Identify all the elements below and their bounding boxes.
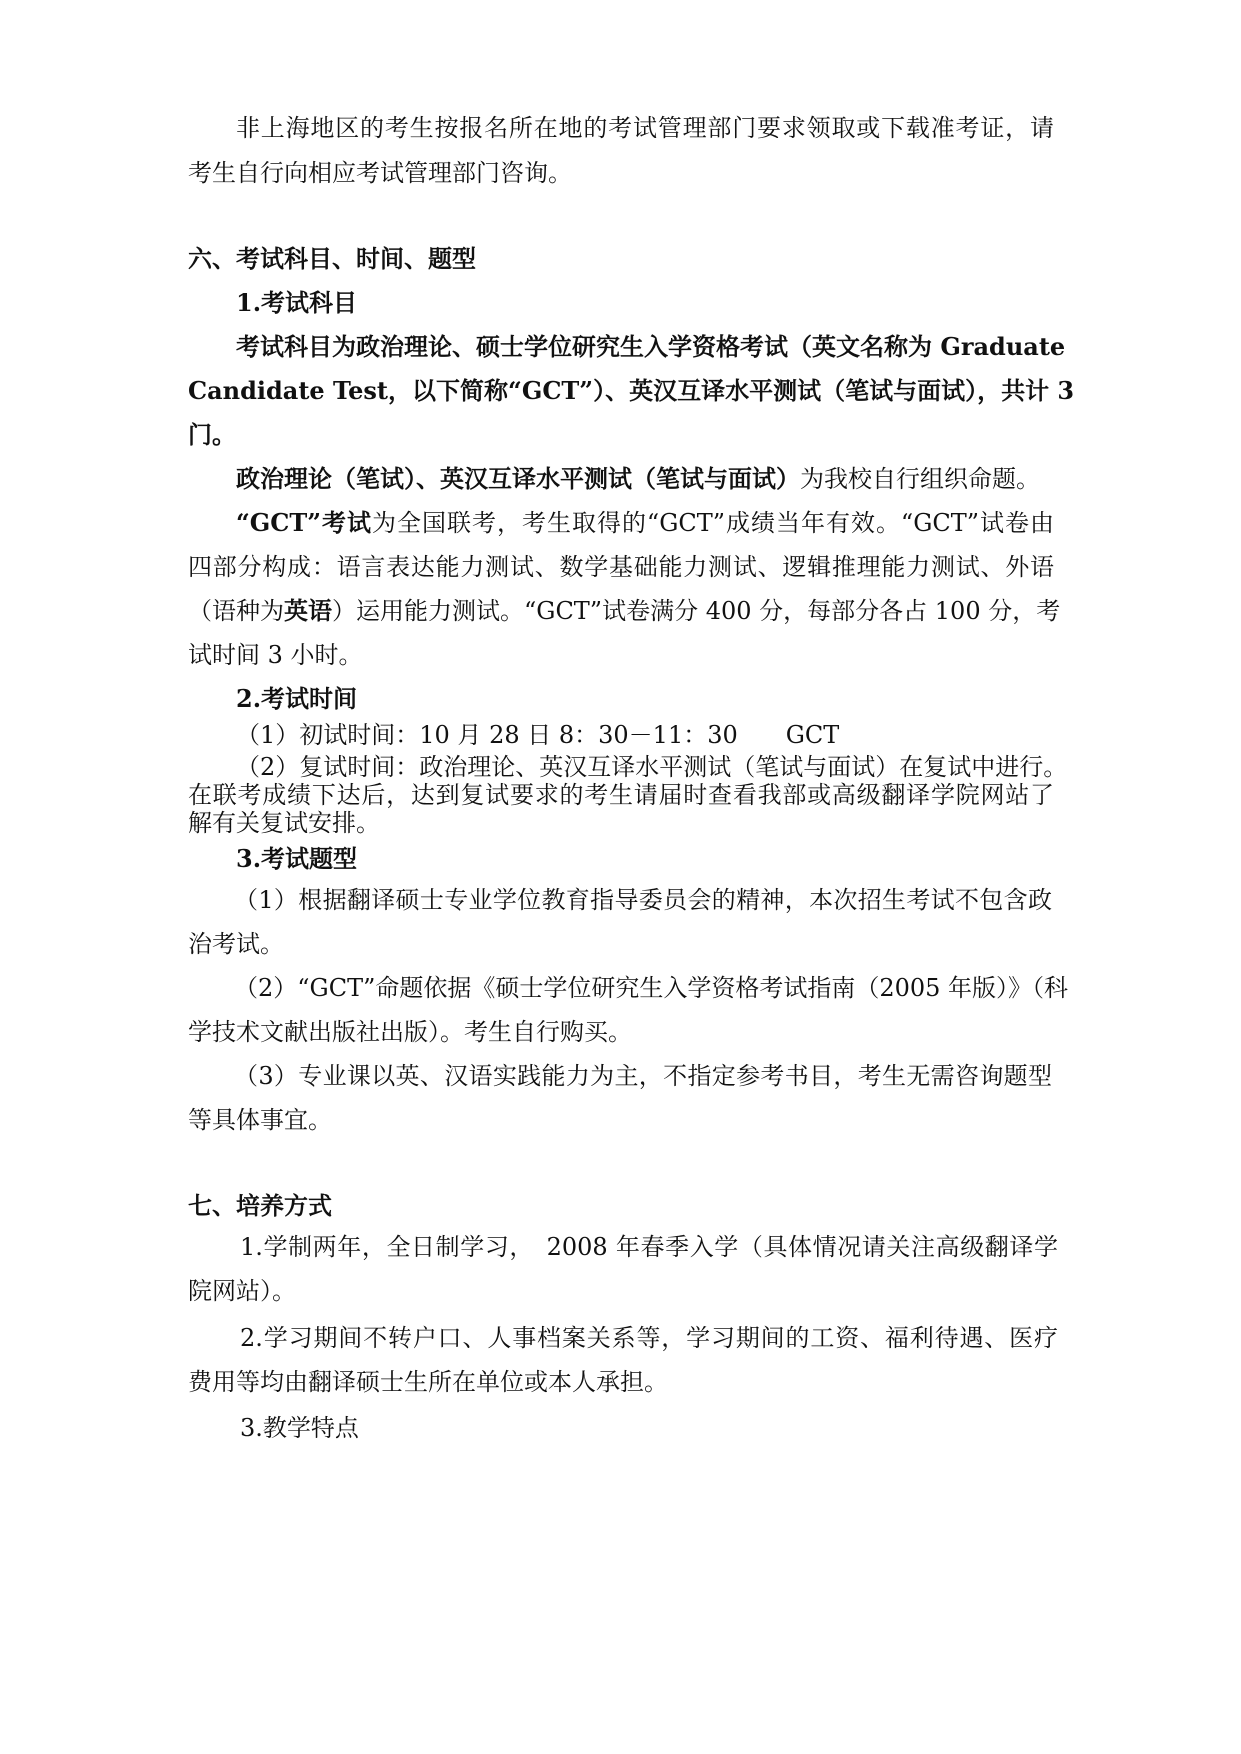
subsection-heading-subjects: 1.考试科目 [236, 288, 358, 317]
subjects-paragraph-line: 考试科目为政治理论、硕士学位研究生入学资格考试（英文名称为 Graduate [236, 332, 1066, 361]
gct-paragraph-line [188, 595, 1061, 627]
self-organized-text: 为我校自行组织命题。 [800, 465, 1040, 493]
question-type-item-line: （1）根据翻译硕士专业学位教育指导委员会的精神，本次招生考试不包含政 [234, 886, 1052, 914]
question-type-item-line: 等具体事宜。 [188, 1106, 332, 1134]
subjects-paragraph-line: 门。 [188, 420, 236, 449]
subsection-heading-time: 2.考试时间 [236, 684, 358, 713]
subjects-paragraph-line: Candidate Test，以下简称“GCT”）、英汉互译水平测试（笔试与面试），共计 3 [188, 376, 1075, 405]
question-type-item-line: 治考试。 [188, 930, 284, 958]
gct-paragraph-line: 试时间 3 小时。 [188, 641, 363, 669]
second-exam-line: 在联考成绩下达后，达到复试要求的考生请届时查看我部或高级翻译学院网站了 [188, 781, 1054, 809]
gct-language-prefix: （语种为 [188, 597, 284, 625]
second-exam-line: （2）复试时间：政治理论、英汉互译水平测试（笔试与面试）在复试中进行。 [236, 753, 1068, 781]
training-item-line: 2.学习期间不转户口、人事档案关系等，学习期间的工资、福利待遇、医疗 [240, 1324, 1058, 1352]
subsection-heading-question-types: 3.考试题型 [236, 844, 358, 873]
gct-language-english: 英语 [284, 596, 332, 625]
training-item-line: 费用等均由翻译硕士生所在单位或本人承担。 [188, 1368, 668, 1396]
second-exam-line: 解有关复试安排。 [188, 809, 380, 837]
question-type-item-line: 学技术文献出版社出版）。考生自行购买。 [188, 1018, 632, 1046]
gct-exam-label: “GCT”考试 [236, 508, 373, 537]
question-type-item-line: （3）专业课以英、汉语实践能力为主，不指定参考书目，考生无需咨询题型 [234, 1062, 1052, 1090]
gct-paragraph-line: 四部分构成：语言表达能力测试、数学基础能力测试、逻辑推理能力测试、外语 [188, 553, 1054, 581]
section-heading-training: 七、培养方式 [188, 1191, 332, 1220]
gct-paragraph-line [236, 507, 1054, 539]
gct-language-suffix: ）运用能力测试。“GCT”试卷满分 400 分，每部分各占 100 分，考 [332, 597, 1061, 625]
first-exam-time: （1）初试时间：10 月 28 日 8：30－11：30 GCT [236, 721, 840, 749]
gct-description-text: 为全国联考，考生取得的“GCT”成绩当年有效。“GCT”试卷由 [372, 509, 1054, 537]
self-organized-paragraph [236, 463, 1040, 495]
self-organized-subjects: 政治理论（笔试）、英汉互译水平测试（笔试与面试） [236, 464, 800, 493]
question-type-item-line: （2）“GCT”命题依据《硕士学位研究生入学资格考试指南（2005 年版）》（科 [234, 974, 1069, 1002]
document-page [188, 0, 1075, 1754]
paragraph-admission-ticket-line: 非上海地区的考生按报名所在地的考试管理部门要求领取或下载准考证，请 [236, 114, 1054, 142]
training-item-teaching-features: 3.教学特点 [240, 1414, 359, 1442]
training-item-line: 院网站）。 [188, 1277, 296, 1305]
section-heading-exam: 六、考试科目、时间、题型 [188, 244, 476, 273]
training-item-line: 1.学制两年，全日制学习， 2008 年春季入学（具体情况请关注高级翻译学 [240, 1233, 1058, 1261]
paragraph-admission-ticket-line: 考生自行向相应考试管理部门咨询。 [188, 159, 572, 187]
